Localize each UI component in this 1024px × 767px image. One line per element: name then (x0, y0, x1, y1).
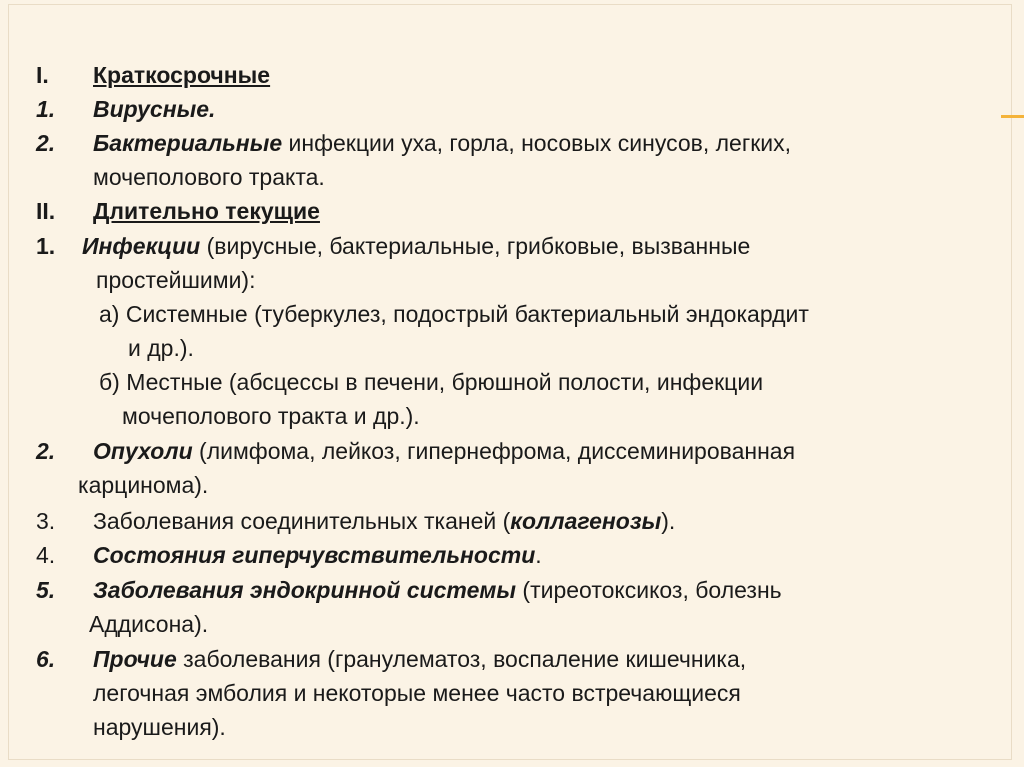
list-item-text: (вирусные, бактериальные, грибковые, вызванные (200, 233, 751, 259)
list-item-number: 3. (36, 508, 56, 534)
section-title-long-term: Длительно текущие (93, 198, 320, 224)
list-item-continuation: карцинома). (78, 472, 209, 498)
list-item-title: Инфекции (82, 233, 201, 259)
list-item-text: Заболевания соединительных тканей ( (93, 508, 511, 534)
list-item-title: Прочие (93, 646, 177, 672)
list-item-continuation: легочная эмболия и некоторые менее часто встречающиеся (93, 680, 741, 706)
sub-item-local: б) Местные (абсцессы в печени, брюшной полости, инфекции (99, 369, 764, 395)
list-item-connective-tissue (93, 506, 675, 536)
list-item-title: Бактериальные (93, 130, 283, 156)
list-item-title: Заболевания эндокринной системы (93, 577, 517, 603)
sub-item-continuation: мочеполового тракта и др.). (122, 403, 420, 429)
list-item-continuation: нарушения). (93, 714, 226, 740)
list-item-hypersensitivity (93, 540, 542, 570)
list-item-title: Состояния гиперчувствительности (93, 542, 536, 568)
list-item-text: . (535, 542, 542, 568)
list-item-text: (тиреотоксикоз, болезнь (516, 577, 782, 603)
section-number: II. (36, 198, 56, 224)
list-item-text: инфекции уха, горла, носовых синусов, легких, (282, 130, 792, 156)
list-item-tumors (93, 436, 795, 466)
list-item-other (93, 644, 746, 674)
list-item-continuation: мочеполового тракта. (93, 164, 325, 190)
list-item-number: 4. (36, 542, 56, 568)
list-item-number: 5. (36, 577, 56, 603)
list-item-number: 1. (36, 233, 56, 259)
list-item-bacterial (93, 128, 791, 158)
section-number: I. (36, 62, 49, 88)
list-item-text: (лимфома, лейкоз, гипернефрома, диссеминированная (192, 438, 796, 464)
section-title-short-term: Краткосрочные (93, 62, 271, 88)
list-item-number: 2. (36, 438, 56, 464)
section-heading-1 (36, 60, 49, 90)
list-item-text: заболевания (гранулематоз, воспаление кишечника, (176, 646, 747, 672)
sub-item-systemic: а) Системные (туберкулез, подострый бактериальный эндокардит (99, 301, 809, 327)
list-item-continuation: Аддисона). (89, 611, 209, 637)
list-item-infections (82, 231, 750, 261)
list-item-viral: Вирусные. (93, 96, 216, 122)
list-item-number: 2. (36, 130, 56, 156)
list-item-title: Опухоли (93, 438, 193, 464)
list-item-number: 6. (36, 646, 56, 672)
list-item-number: 1. (36, 96, 56, 122)
sub-item-continuation: и др.). (128, 335, 194, 361)
list-item-title: коллагенозы (510, 508, 662, 534)
list-item-endocrine (93, 575, 782, 605)
accent-line (1001, 115, 1024, 118)
list-item-text: ). (661, 508, 676, 534)
list-item-continuation: простейшими): (96, 267, 256, 293)
